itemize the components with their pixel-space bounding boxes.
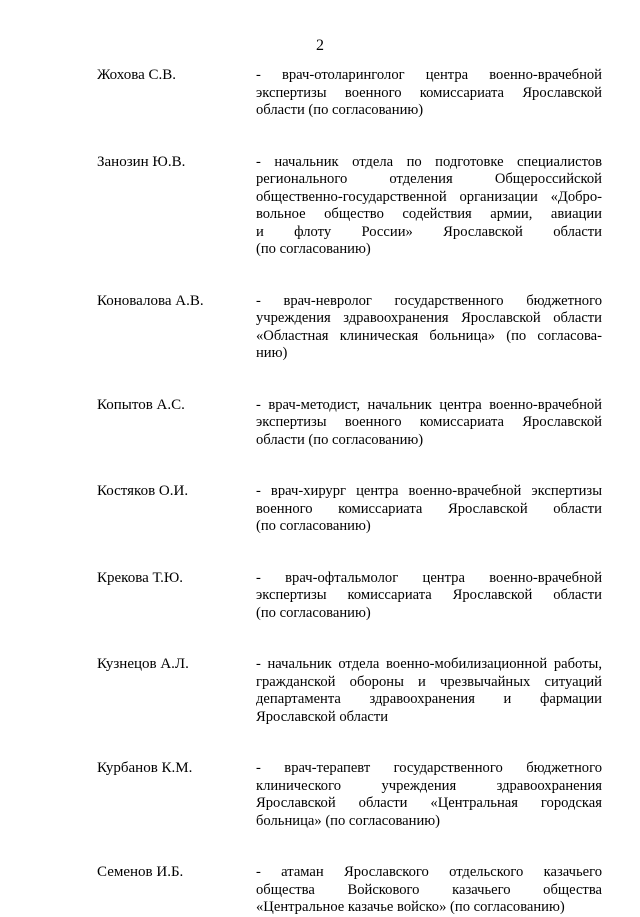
member-entry (0, 483, 640, 536)
position-line: регионального отделения Общероссийской (256, 171, 602, 187)
position-line: - врач-хирург центра военно-врачебной экспертизы (256, 483, 602, 499)
position-line: - начальник отдела по подготовке специалистов (256, 153, 602, 170)
position-line: военного комиссариата Ярославской области (256, 500, 602, 517)
position-line: - атаман Ярославского отдельского казачьего (256, 864, 602, 880)
position-line: «Областная клиническая больница» (по согласова- (256, 327, 602, 344)
member-name: Кузнецов А.Л. (97, 656, 189, 672)
position-line: департамента здравоохранения и фармации (256, 691, 602, 707)
member-entry (0, 154, 640, 259)
position-line: нию) (256, 345, 288, 361)
position-line: экспертизы военного комиссариата Ярославской (256, 84, 602, 101)
member-name: Занозин Ю.В. (97, 153, 186, 170)
position-line: - начальник отдела военно-мобилизационной работы, (256, 656, 602, 672)
member-name: Семенов И.Б. (97, 864, 184, 880)
position-line: Ярославской области «Центральная городская (256, 795, 602, 811)
member-entry (0, 760, 640, 830)
position-line: (по согласованию) (256, 518, 371, 534)
page-number: 2 (316, 37, 324, 54)
member-entry (0, 397, 640, 450)
member-name: Коновалова А.В. (97, 292, 204, 309)
position-line: Ярославской области (256, 708, 389, 725)
member-name: Курбанов К.М. (97, 760, 193, 776)
member-entry (0, 293, 640, 363)
position-line: (по согласованию) (256, 604, 371, 621)
member-entry (0, 864, 640, 917)
member-position (256, 656, 602, 726)
position-line: экспертизы комиссариата Ярославской области (256, 587, 602, 603)
position-line: - врач-невролог государственного бюджетного (256, 292, 602, 309)
member-entry (0, 67, 640, 120)
position-line: клинического учреждения здравоохранения (256, 777, 602, 794)
member-position (256, 570, 602, 623)
member-name: Жохова С.В. (97, 67, 177, 83)
member-position (256, 67, 602, 120)
member-entry (0, 656, 640, 726)
member-position (256, 293, 602, 363)
position-line: «Центральное казачье войско» (по согласованию) (256, 899, 565, 915)
position-line: больница» (по согласованию) (256, 812, 441, 829)
position-line: - врач-терапевт государственного бюджетного (256, 760, 602, 776)
member-position (256, 864, 602, 917)
position-line: экспертизы военного комиссариата Ярославской (256, 414, 602, 430)
member-entry (0, 570, 640, 623)
position-line: области (по согласованию) (256, 431, 424, 448)
position-line: общества Войскового казачьего общества (256, 881, 602, 898)
member-name: Копытов А.С. (97, 396, 185, 413)
position-line: - врач-офтальмолог центра военно-врачебной (256, 569, 602, 586)
position-line: и флоту России» Ярославской области (256, 223, 602, 240)
member-position (256, 760, 602, 830)
position-line: области (по согласованию) (256, 102, 424, 118)
member-list (0, 67, 640, 917)
position-line: (по согласованию) (256, 241, 371, 257)
position-line: учреждения здравоохранения Ярославской области (256, 310, 602, 326)
member-position (256, 154, 602, 259)
position-line: общественно-государственной организации «Добро- (256, 188, 602, 205)
position-line: - врач-отоларинголог центра военно-врачебной (256, 67, 602, 83)
position-line: - врач-методист, начальник центра военно-врачебной (256, 396, 602, 413)
position-line: вольное общество содействия армии, авиации (256, 206, 602, 222)
member-name: Крекова Т.Ю. (97, 569, 184, 586)
member-position (256, 397, 602, 450)
position-line: гражданской обороны и чрезвычайных ситуаций (256, 673, 602, 690)
member-name: Костяков О.И. (97, 483, 189, 499)
member-position (256, 483, 602, 536)
